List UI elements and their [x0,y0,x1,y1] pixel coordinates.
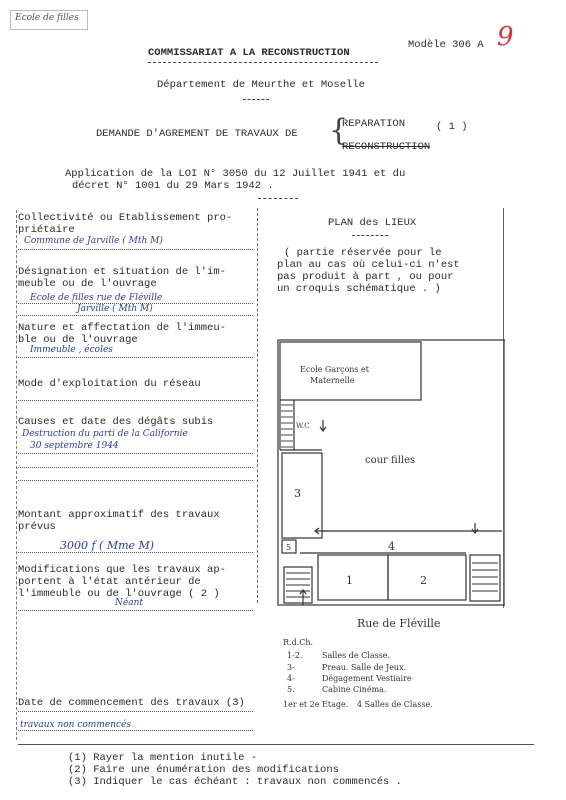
application-line-2: décret N° 1001 du 29 Mars 1942 . [72,180,274,192]
option-reconstruction: RECONSTRUCTION [342,141,431,153]
page-number: 9 [497,22,514,52]
plan-label-cour: cour filles [365,455,416,466]
commissariat-heading: COMMISSARIAT A LA RECONSTRUCTION [148,47,350,59]
field-designation-label-2: meuble ou de l'ouvrage [18,278,157,290]
field-designation-value: Ecole de filles rue de Fléville [30,293,163,303]
legend-num-1: 1-2. [287,651,303,660]
modele-label: Modèle 306 A [408,39,484,51]
plan-title: PLAN des LIEUX [328,217,417,229]
floor-plan [270,335,505,625]
field-nature-value: Immeuble , écoles [30,345,113,355]
field-montant-line [18,552,253,553]
field-proprietaire-label-2: priétaire [18,224,75,236]
plan-note-4: un croquis schématique . ) [277,283,441,295]
field-modifications-label-3: l'immeuble ou de l'ouvrage ( 2 ) [18,588,220,600]
left-divider [257,208,258,603]
date-commencement-value: travaux non commencés [20,720,131,730]
plan-note-1: ( partie réservée pour le [284,247,442,259]
legend-text-3: Dégagement Vestiaire [322,674,412,683]
field-exploitation-label: Mode d'exploitation du réseau [18,378,201,390]
legend-text-1: Salles de Classe. [322,651,391,660]
field-proprietaire-value: Commune de Jarville ( Mth M) [24,236,163,246]
field-causes-line [18,453,253,454]
field-proprietaire-line [18,249,253,250]
room-3 [282,453,322,538]
footnote-ref-1: ( 1 ) [436,121,468,133]
legend-num-2: 3- [287,663,295,672]
footnote-3: (3) Indiquer le cas échéant : travaux non commencés . [68,776,402,788]
handwritten-tag: Ecole de filles [15,13,79,23]
legend-text-2: Preau. Salle de Jeux. [322,663,407,672]
footnote-1: (1) Rayer la mention inutile - [68,752,258,764]
plan-label-wc: W.C [296,422,310,430]
date-commencement-line [18,711,253,712]
legend-num-4: 5. [287,685,295,694]
field-nature-line [18,357,253,358]
legend-text-4: Cabine Cinéma. [322,685,387,694]
left-margin-line [16,210,17,740]
field-causes-label: Causes et date des dégâts subis [18,416,214,428]
application-line-1: Application de la LOI N° 3050 du 12 Juillet 1941 et du [65,168,406,180]
footnote-separator [18,744,534,745]
field-montant-label-2: prévus [18,521,56,533]
room-2 [388,555,466,600]
field-montant-value: 3000 f ( Mme M) [60,539,155,552]
field-modifications-value: Néant [115,598,143,608]
field-causes-line-3 [18,480,253,481]
field-designation-label: Désignation et situation de l'im- [18,266,226,278]
date-commencement-label: Date de commencement des travaux (3) [18,697,245,709]
legend-title: R.d.Ch. [283,638,314,647]
legend-etage-text: 4 Salles de Classe. [357,700,433,709]
plan-note-3: pas produit à part , ou pour [277,271,454,283]
field-modifications-label: Modifications que les travaux ap- [18,564,226,576]
plan-label-5: 5 [286,543,292,552]
plan-note-2: plan au cas où celui-ci n'est [277,259,460,271]
plan-label-4: 4 [388,540,395,553]
legend-etage-label: 1er et 2e Etage. [283,700,349,709]
field-causes-value-2: 30 septembre 1944 [30,441,119,451]
field-nature-label: Nature et affectation de l'immeu- [18,322,226,334]
demande-title: DEMANDE D'AGREMENT DE TRAVAUX DE [96,128,298,140]
field-nature-label-2: ble ou de l'ouvrage [18,334,138,346]
plan-label-maternelle: Maternelle [310,376,355,385]
field-exploitation-line [18,400,253,401]
departement-underline [243,99,269,100]
field-causes-value: Destruction du parti de la Californie [22,429,188,439]
field-causes-line-2 [18,467,253,468]
field-designation-line-2 [18,315,253,316]
field-modifications-label-2: portent à l'état antérieur de [18,576,201,588]
date-commencement-line-2 [18,730,253,731]
stair-right-frame [470,555,500,601]
plan-label-ecole: Ecole Garçons et [300,365,370,374]
plan-street: Rue de Fléville [357,617,441,630]
field-montant-label: Montant approximatif des travaux [18,509,220,521]
departement-heading: Département de Meurthe et Moselle [157,79,365,91]
field-designation-value-2: Jarville ( Mth M) [77,304,153,314]
field-designation-line [18,303,253,304]
legend-num-3: 4- [287,674,295,683]
plan-title-underline [352,235,388,236]
room-1 [318,555,388,600]
plan-label-2: 2 [420,574,427,587]
footnote-2: (2) Faire une énumération des modifications [68,764,339,776]
option-brace: { [329,113,349,148]
option-reparation: REPARATION [342,118,406,130]
plan-label-1: 1 [346,574,353,587]
field-modifications-line [18,610,253,611]
field-proprietaire-label: Collectivité ou Etablissement pro- [18,212,233,224]
commissariat-underline [148,62,378,63]
application-underline [258,198,298,199]
plan-label-3: 3 [294,487,301,500]
